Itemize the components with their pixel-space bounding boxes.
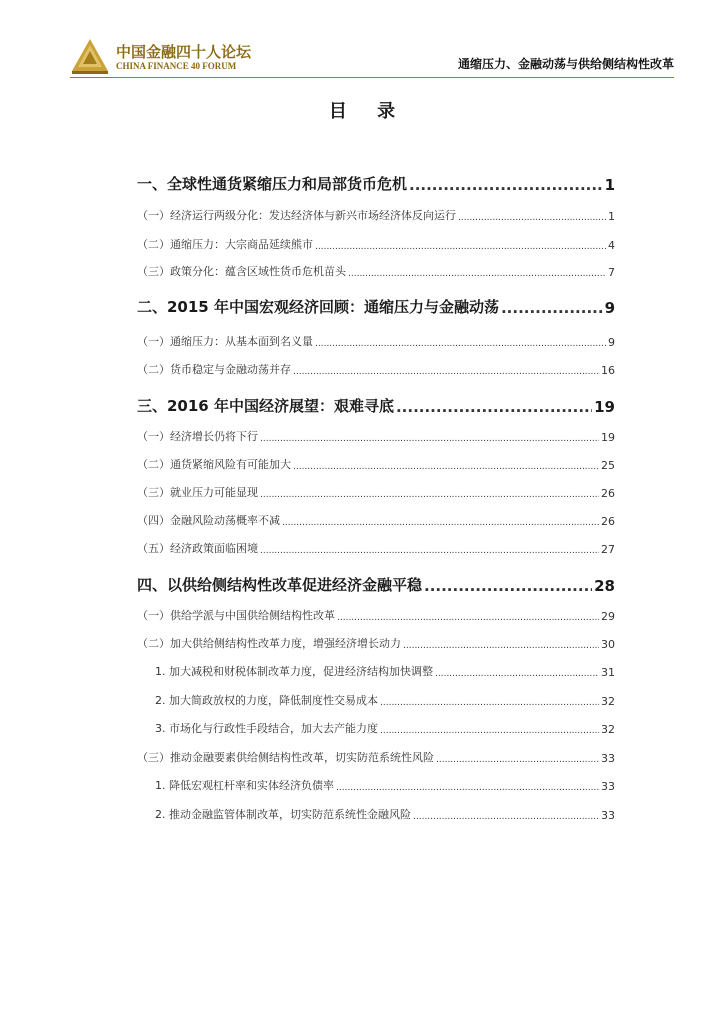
toc-page-number: 33 [601,752,615,765]
page-title: 目 录 [328,101,408,122]
toc-entry-title: 四、以供给侧结构性改革促进经济金融平稳 [137,576,423,594]
toc-dot-leader [260,546,599,556]
toc-dot-leader [315,242,606,252]
toc-dot-leader [315,339,606,349]
toc-entry-title: （三）政策分化：蕴含区域性货币危机苗头 [137,265,346,278]
toc-page-number: 28 [594,577,615,595]
toc-entry[interactable] [137,333,615,349]
toc-entry[interactable] [137,663,615,679]
toc-entry-title: （三）推动金融要素供给侧结构性改革，切实防范系统性风险 [137,751,434,764]
toc-page-number: 32 [601,723,615,736]
toc-entry-title: （二）加大供给侧结构性改革力度，增强经济增长动力 [137,637,401,650]
logo-english-name: CHINA FINANCE 40 FORUM [116,61,237,71]
toc-entry[interactable] [137,207,615,223]
toc-dot-leader [337,613,599,623]
toc-entry-title: （五）经济政策面临困境 [137,542,258,555]
toc-dot-leader [413,812,599,822]
toc-entry[interactable] [137,456,615,472]
toc-entry-title: （二）通缩压力：大宗商品延续熊市 [137,238,313,251]
toc-dot-leader [501,299,603,317]
toc-page-number: 7 [608,266,615,279]
toc-dot-leader [293,367,599,377]
toc-page-number: 29 [601,610,615,623]
toc-entry[interactable] [137,296,615,317]
toc-page-number: 26 [601,487,615,500]
toc-page-number: 27 [601,543,615,556]
toc-entry[interactable] [137,749,615,765]
toc-dot-leader [403,641,599,651]
toc-dot-leader [424,577,592,595]
toc-entry-title: （一）供给学派与中国供给侧结构性改革 [137,609,335,622]
toc-page-number: 16 [601,364,615,377]
toc-dot-leader [293,462,599,472]
toc-entry[interactable] [137,361,615,377]
page-header [0,0,724,80]
toc-entry-title: （三）就业压力可能显现 [137,486,258,499]
toc-entry[interactable] [137,607,615,623]
toc-entry-title: 二、2015 年中国宏观经济回顾：通缩压力与金融动荡 [137,298,499,316]
toc-page-number: 33 [601,780,615,793]
toc-entry-title: 3. 市场化与行政性手段结合，加大去产能力度 [155,722,378,735]
toc-entry[interactable] [137,512,615,528]
toc-entry[interactable] [137,395,615,416]
toc-dot-leader [436,755,599,765]
toc-dot-leader [260,434,599,444]
toc-entry[interactable] [137,428,615,444]
toc-dot-leader [409,176,603,194]
toc-entry-title: （一）经济运行两级分化：发达经济体与新兴市场经济体反向运行 [137,209,456,222]
toc-page-number: 30 [601,638,615,651]
toc-entry-title: （二）通货紧缩风险有可能加大 [137,458,291,471]
toc-page-number: 32 [601,695,615,708]
toc-entry-title: 1. 降低宏观杠杆率和实体经济负债率 [155,779,334,792]
toc-dot-leader [348,269,606,279]
toc-page-number: 19 [601,431,615,444]
toc-page-number: 25 [601,459,615,472]
toc-dot-leader [458,213,606,223]
toc-entry-title: （四）金融风险动荡概率不减 [137,514,280,527]
toc-entry-title: （一）经济增长仍将下行 [137,430,258,443]
toc-entry-title: 2. 推动金融监管体制改革，切实防范系统性金融风险 [155,808,411,821]
toc-entry-title: 1. 加大减税和财税体制改革力度，促进经济结构加快调整 [155,665,433,678]
toc-entry-title: 三、2016 年中国经济展望：艰难寻底 [137,397,394,415]
forum-logo-icon [70,37,110,75]
toc-page-number: 1 [604,176,615,194]
toc-entry[interactable] [137,484,615,500]
toc-entry[interactable] [137,574,615,595]
toc-dot-leader [380,726,599,736]
toc-entry[interactable] [137,263,615,279]
toc-page-number: 9 [608,336,615,349]
logo-chinese-name: 中国金融四十人论坛 [116,43,252,61]
toc-dot-leader [435,669,599,679]
toc-dot-leader [396,398,592,416]
toc-entry[interactable] [137,692,615,708]
toc-page-number: 33 [601,809,615,822]
toc-entry[interactable] [137,806,615,822]
toc-entry[interactable] [137,540,615,556]
toc-dot-leader [380,698,599,708]
toc-entry-title: 2. 加大简政放权的力度，降低制度性交易成本 [155,694,378,707]
toc-page-number: 1 [608,210,615,223]
toc-page-number: 26 [601,515,615,528]
toc-dot-leader [260,490,599,500]
header-divider [70,77,674,78]
toc-entry-title: （二）货币稳定与金融动荡并存 [137,363,291,376]
toc-entry[interactable] [137,777,615,793]
toc-entry[interactable] [137,236,615,252]
toc-entry[interactable] [137,635,615,651]
toc-dot-leader [336,783,599,793]
toc-entry[interactable] [137,173,615,194]
toc-page-number: 19 [594,398,615,416]
toc-entry[interactable] [137,720,615,736]
toc-page-number: 9 [604,299,615,317]
toc-page-number: 4 [608,239,615,252]
toc-page-number: 31 [601,666,615,679]
toc-entry-title: 一、全球性通货紧缩压力和局部货币危机 [137,175,408,193]
toc-dot-leader [282,518,599,528]
running-header-title: 通缩压力、金融动荡与供给侧结构性改革 [457,57,674,71]
toc-entry-title: （一）通缩压力：从基本面到名义量 [137,335,313,348]
